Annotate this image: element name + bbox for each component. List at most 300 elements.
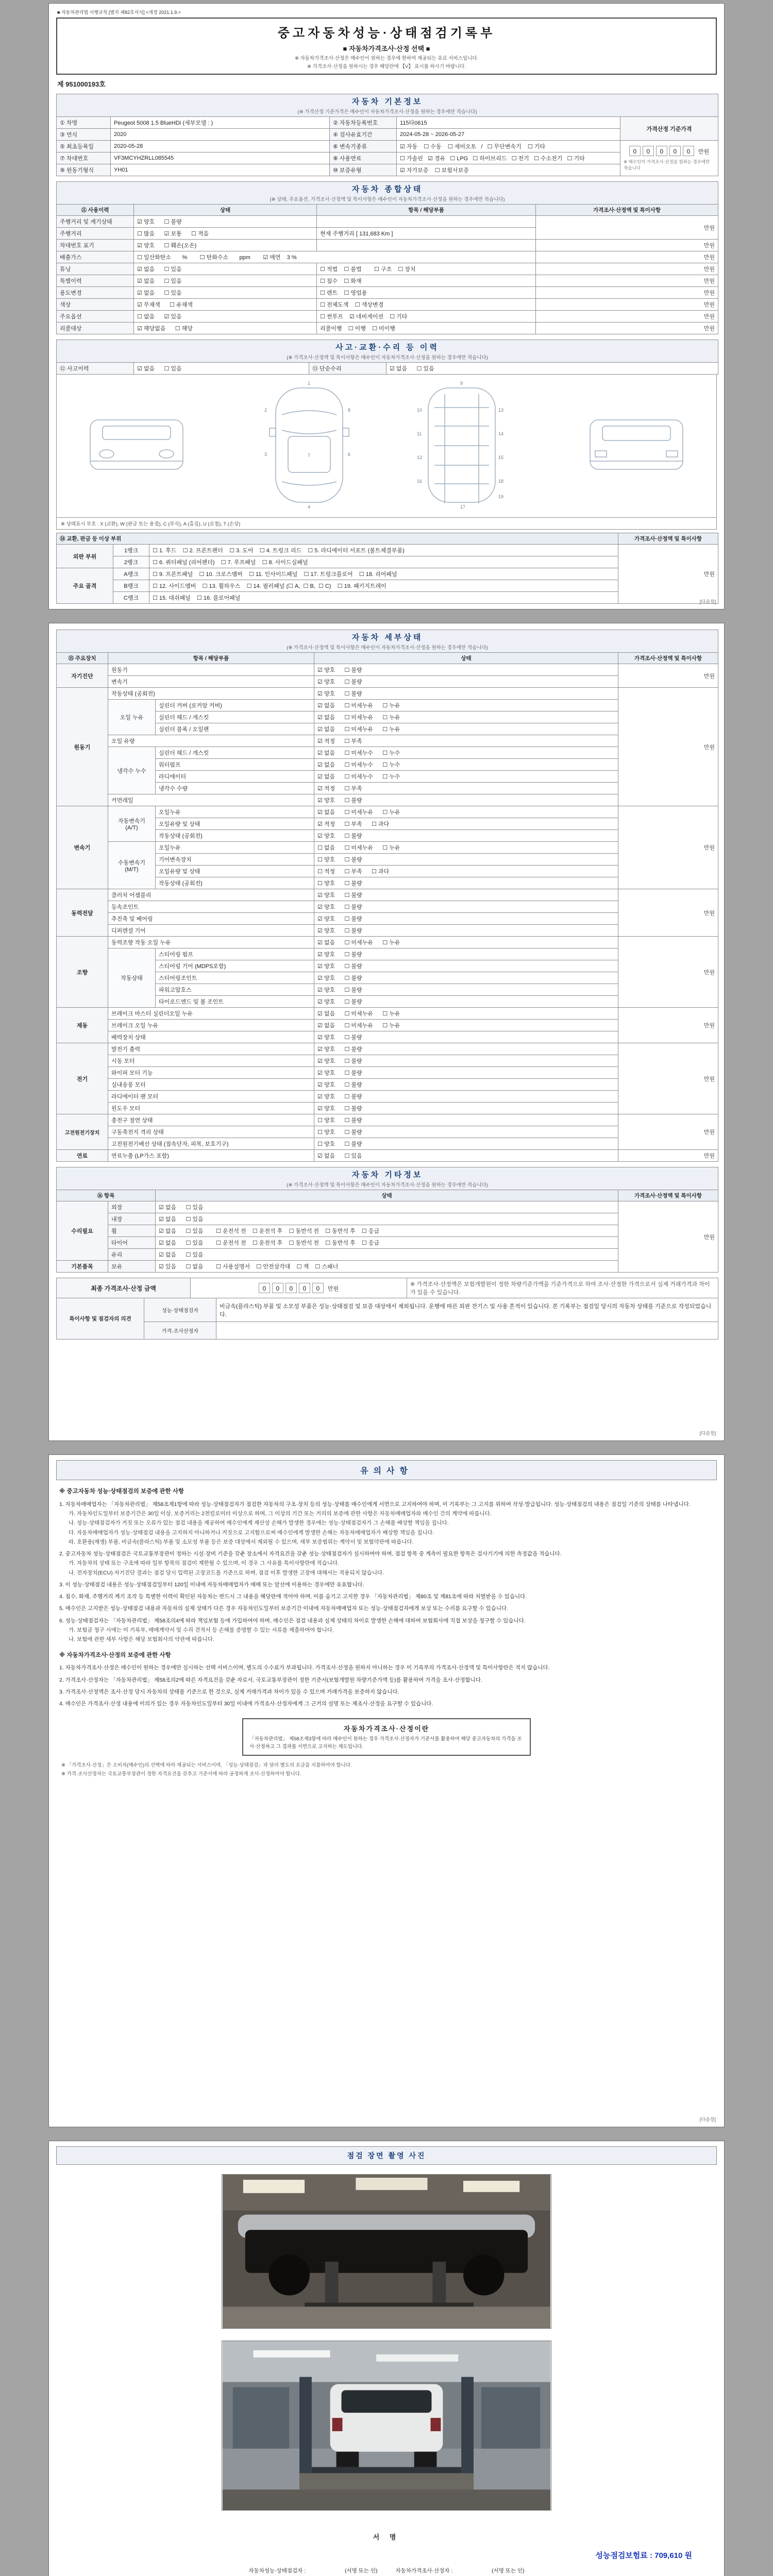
price-cell: 만원 bbox=[536, 216, 718, 240]
sub-option-checkboxes[interactable]: ☐ 렌트 ☐ 영업용 bbox=[317, 287, 536, 299]
transmission-checkboxes[interactable]: ☑ 자동 ☐ 수동 ☐ 세미오토 / ☐ 무단변속기 ☐ 기타 bbox=[397, 141, 620, 152]
row-label: 보유 bbox=[108, 1261, 156, 1273]
simple-repair-label: ⑬ 단순수리 bbox=[309, 363, 386, 375]
next-page-marker: [다음장] bbox=[699, 599, 716, 604]
definition-box-text: 「자동차관리법」 제58조제3항에 따라 매수인이 원하는 경우 가격조사·산정자가 기준서를 활용하여 해당 중고자동차의 가격을 조사·산정하고 그 결과를 서면으로 고지하는 제도입니다. bbox=[249, 1736, 522, 1750]
notice-heading: ※ 중고자동차 성능·상태점검의 보증에 관한 사항 bbox=[59, 1488, 184, 1495]
column-header: 상태 bbox=[314, 653, 618, 664]
status-checkboxes[interactable]: ☑ 없음 ☐ 미세누유 ☐ 누유 bbox=[314, 700, 618, 711]
item-label: 실내송풍 모터 bbox=[108, 1079, 314, 1091]
price-cell: 만원 bbox=[536, 240, 718, 251]
status-checkboxes[interactable]: ☐ 양호 ☐ 불량 bbox=[314, 854, 618, 866]
device-group: 원동기 bbox=[57, 688, 108, 806]
item-label: 시동 모터 bbox=[108, 1055, 314, 1067]
status-checkboxes[interactable]: ☑ 양호 ☐ 불량 bbox=[314, 1091, 618, 1103]
item-label: 발전기 출력 bbox=[108, 1043, 314, 1055]
notice-item: 5. 매수인은 고지받은 성능·상태점검 내용과 자동차의 실제 상태가 다른 경우 자동차인도일부터 보증기간 이내에 자동차매매업자 또는 성능·상태점검자에게 보상 또는 수리를 요구할 수 있습니다. bbox=[59, 1605, 509, 1612]
rankC-checkboxes[interactable]: ☐ 15. 대쉬패널 ☐ 16. 플로어패널 bbox=[149, 592, 618, 604]
vehicle-diagram-image bbox=[59, 379, 714, 511]
price-digit: 0 bbox=[312, 1283, 324, 1293]
status-checkboxes[interactable]: ☑ 없음 ☐ 있음 bbox=[314, 1150, 618, 1162]
status-checkboxes[interactable]: ☑ 양호 ☐ 불량 bbox=[314, 664, 618, 676]
section-basic-note: (※ 가격산정 기준가격은 매수인이 자동차가격조사·산정을 원하는 경우에만 적습니다) bbox=[297, 109, 477, 115]
status-checkboxes[interactable]: ☑ 양호 ☐ 불량 bbox=[314, 996, 618, 1008]
field-label: ⑥ 변속기종류 bbox=[330, 141, 397, 152]
price-unit: 만원 bbox=[327, 1286, 339, 1292]
base-price-note: ※ 매수인이 가격조사·산정을 원하는 경우에만 적습니다 bbox=[624, 159, 710, 171]
column-header: 항목 / 해당부품 bbox=[317, 205, 536, 216]
item-label: 작동상태 (공회전) bbox=[156, 877, 314, 889]
section-basic-title: 자동차 기본정보 bbox=[351, 97, 423, 106]
sub-option-checkboxes[interactable]: ☐ 적법 ☐ 불법 ☐ 구조 ☐ 장치 bbox=[317, 263, 536, 275]
column-header: 가격조사·산정액 및 특이사항 bbox=[618, 533, 718, 545]
final-price-value bbox=[191, 1278, 407, 1298]
row-label: 주요옵션 bbox=[57, 311, 134, 323]
engine-type-value: YH01 bbox=[111, 164, 330, 176]
insurance-fee-value: 709,610 원 bbox=[654, 2551, 692, 2560]
item-label: 클러치 어셈블리 bbox=[108, 889, 314, 901]
photo-2-wrap bbox=[56, 2341, 717, 2513]
status-checkboxes[interactable]: ☑ 양호 ☐ 훼손(오손) bbox=[134, 240, 317, 251]
field-label: ⑧ 사용연료 bbox=[330, 152, 397, 164]
column-header: 항목 / 해당부품 bbox=[108, 653, 314, 664]
price-digit: 0 bbox=[285, 1283, 297, 1293]
svg-text:11: 11 bbox=[417, 431, 422, 436]
final-price-label: 최종 가격조사·산정 금액 bbox=[57, 1278, 191, 1298]
document-header bbox=[56, 18, 717, 75]
opinion-group-label: 특이사항 및 점검자의 의견 bbox=[57, 1298, 144, 1340]
column-header: 상태 bbox=[156, 1190, 618, 1201]
status-checkboxes[interactable]: ☐ 없음 ☐ 미세누유 ☐ 누유 bbox=[314, 842, 618, 854]
notice-item: 6. 성능·상태점검자는 「자동차관리법」 제58조의4에 따라 책임보험 등에 가입하여야 하며, 매수인은 점검 내용과 실제 상태의 차이로 발생한 손해에 대하여 보험회사에 직접 보상을 청구할 수 있습니다. bbox=[59, 1617, 526, 1624]
price-digit: 0 bbox=[669, 146, 681, 156]
svg-text:14: 14 bbox=[498, 431, 504, 436]
row-item bbox=[317, 216, 536, 228]
notice-subitem: 나. 보험에 관한 세부 사항은 해당 보험회사의 약관에 따릅니다. bbox=[69, 1636, 214, 1643]
price-cell: 만원 bbox=[618, 889, 718, 937]
accident-history-table bbox=[56, 340, 718, 375]
status-checkboxes[interactable]: ☑ 양호 ☐ 불량 bbox=[314, 972, 618, 984]
price-cell: 만원 bbox=[618, 1043, 718, 1114]
row-label: 배출가스 bbox=[57, 251, 134, 263]
final-price-table bbox=[56, 1278, 718, 1298]
status-checkboxes[interactable]: ☑ 해당없음 ☐ 해당 bbox=[134, 323, 317, 334]
svg-text:9: 9 bbox=[460, 381, 463, 386]
item-label: 스티어링조인트 bbox=[156, 972, 314, 984]
status-checkboxes[interactable]: ☑ 무채색 ☐ 유채색 bbox=[134, 299, 317, 311]
status-checkboxes[interactable]: ☐ 없음 ☑ 있음 bbox=[134, 311, 317, 323]
notice-item: 2. 중고자동차 성능·상태점검은 국토교통부장관이 정하는 시설·장비 기준을 갖춘 장소에서 자격요건을 갖춘 성능·상태점검자가 실시하여야 하며, 점검 항목 중 계측이 필요한 항목은 검사기기에 의한 측정값을 적습니다. bbox=[59, 1551, 562, 1557]
status-checkboxes[interactable]: ☐ 많음 ☑ 보통 ☐ 적음 bbox=[134, 228, 317, 240]
device-group: 동력전달 bbox=[57, 889, 108, 937]
row-label: 리콜대상 bbox=[57, 323, 134, 334]
section-etc-title: 자동차 기타정보 bbox=[351, 1171, 423, 1179]
svg-text:19: 19 bbox=[498, 494, 504, 499]
item-label: 스티어링 기어 (MDPS포함) bbox=[156, 960, 314, 972]
notice-item: 3. 가격조사·산정액은 조사·산정 당시 자동차의 상태를 기준으로 한 것으로, 실제 거래가격과 차이가 있을 수 있으며 거래가격을 보증하지 않습니다. bbox=[59, 1688, 399, 1695]
base-price-label: 가격산정 기준가격 bbox=[620, 117, 718, 141]
item-label: 등속조인트 bbox=[108, 901, 314, 913]
sub-option-checkboxes[interactable]: 리콜이행 ☐ 이행 ☐ 미이행 bbox=[317, 323, 536, 334]
section-overall-title: 자동차 종합상태 bbox=[351, 185, 423, 194]
item-label: 냉각수 수량 bbox=[156, 783, 314, 794]
sub-group: 수동변속기 (M/T) bbox=[108, 842, 156, 889]
field-label: ⑩ 보증유형 bbox=[330, 164, 397, 176]
svg-text:18: 18 bbox=[498, 479, 504, 484]
row-label: 외장 bbox=[108, 1201, 156, 1213]
section-detail-header bbox=[57, 630, 718, 653]
definition-box-title: 자동차가격조사·산정이란 bbox=[343, 1725, 430, 1733]
price-cell: 만원 bbox=[618, 1114, 718, 1150]
device-group: 조향 bbox=[57, 937, 108, 1008]
price-cell: 만원 bbox=[618, 688, 718, 806]
fine-print: ※ 가격·조사산정자는 국토교통부장관이 정한 자격요건을 갖추고 기준서에 따라 공정하게 조사·산정하여야 합니다. bbox=[61, 1771, 301, 1777]
notice-item: 1. 자동차가격조사·산정은 매수인이 원하는 경우에만 실시하는 선택 서비스이며, 별도의 수수료가 부과됩니다. 가격조사·산정을 원하지 아니하는 경우 이 기록부의 가격조사·산정액 및 특이사항란은 적지 않습니다. bbox=[59, 1665, 550, 1671]
item-label: 오일유량 및 상태 bbox=[156, 866, 314, 877]
fuel-checkboxes[interactable]: ☐ 가솔린 ☑ 경유 ☐ LPG ☐ 하이브리드 ☐ 전기 ☐ 수소전기 ☐ 기타 bbox=[397, 152, 620, 164]
notice-subitem: 라. 호환용(재생) 부품, 비금속(플라스틱) 부품 및 소모성 부품 등은 보증 대상에서 제외될 수 있으며, 세부 보증범위는 계약서 및 보험약관에 따릅니다. bbox=[69, 1538, 414, 1545]
item-label: 작동상태 (공회전) bbox=[156, 830, 314, 842]
notice-subitem: 다. 자동차매매업자가 성능·상태점검 내용을 고지하지 아니하거나 거짓으로 고지함으로써 매수인에게 발생한 손해는 자동차매매업자가 배상할 책임을 집니다. bbox=[69, 1529, 434, 1536]
status-checkboxes[interactable]: ☑ 양호 ☐ 불량 bbox=[134, 216, 317, 228]
price-digit: 0 bbox=[259, 1283, 270, 1293]
item-label: 브레이크 오일 누유 bbox=[108, 1020, 314, 1031]
notice-item: 1. 자동차매매업자는 「자동차관리법」 제58조제1항에 따라 성능·상태점검자가 점검한 자동차의 구조·장치 등의 성능·상태를 매수인에게 서면으로 고지하여야 하며, 이 기록부는 그 고지를 위하여 작성·발급됩니다. 성능·상태점검의 내용은 점검일 기준의 상태를 나타냅니다. bbox=[59, 1501, 691, 1507]
notice-subitem: 가. 자동차의 상태 또는 구조에 따라 일부 항목의 점검이 제한될 수 있으며, 이 경우 그 사유를 특이사항란에 적습니다. bbox=[69, 1560, 339, 1567]
vehicle-name-value: Peugeot 5008 1.5 BlueHDi (세부모델 : ) bbox=[111, 117, 330, 129]
status-checkboxes[interactable]: ☑ 없음 ☐ 있음 ☐ 운전석 전 ☐ 운전석 후 ☐ 동반석 전 ☐ 동반석 후 ☐ 응급 bbox=[156, 1237, 618, 1249]
item-label: 오일누유 bbox=[156, 842, 314, 854]
item-label: 변속기 bbox=[108, 676, 314, 688]
row-label: 튜닝 bbox=[57, 263, 134, 275]
price-digit: 0 bbox=[299, 1283, 310, 1293]
status-checkboxes[interactable]: ☑ 양호 ☐ 불량 bbox=[314, 984, 618, 996]
column-header: 상태 bbox=[134, 205, 317, 216]
rank-label: B랭크 bbox=[113, 580, 149, 592]
status-checkboxes[interactable]: ☑ 없음 ☐ 있음 ☐ 운전석 전 ☐ 운전석 후 ☐ 동반석 전 ☐ 동반석 후 ☐ 응급 bbox=[156, 1225, 618, 1237]
item-label: 라디에이터 팬 모터 bbox=[108, 1091, 314, 1103]
item-label: 오일 유량 bbox=[108, 735, 314, 747]
column-header: ⑯ 항목 bbox=[57, 1190, 156, 1201]
page-3 bbox=[48, 1454, 725, 2127]
section-etc-note: (※ 가격조사·산정액 및 특이사항은 매수인이 자동차가격조사·산정을 원하는 경우에만 적습니다) bbox=[287, 1182, 488, 1188]
item-label: 구동축전지 격리 상태 bbox=[108, 1126, 314, 1138]
status-checkboxes[interactable]: ☑ 양호 ☐ 불량 bbox=[314, 901, 618, 913]
form-reference: ■ 자동차관리법 시행규칙 [별지 제82호서식] <개정 2021.1.9.> bbox=[57, 10, 181, 15]
status-checkboxes[interactable]: ☐ 양호 ☐ 불량 bbox=[314, 877, 618, 889]
field-label: ⑦ 차대번호 bbox=[57, 152, 111, 164]
field-label: ⑤ 최초등록일 bbox=[57, 141, 111, 152]
row-label: 차대번호 표기 bbox=[57, 240, 134, 251]
signature-title: 서 명 bbox=[373, 2533, 400, 2541]
status-checkboxes[interactable]: ☑ 양호 ☐ 불량 bbox=[314, 960, 618, 972]
column-header: ⑪ 사용이력 bbox=[57, 205, 134, 216]
status-checkboxes[interactable]: ☑ 없음 ☐ 미세누수 ☐ 누수 bbox=[314, 759, 618, 771]
status-checkboxes[interactable]: ☑ 양호 ☐ 불량 bbox=[314, 889, 618, 901]
status-checkboxes[interactable]: ☑ 양호 ☐ 불량 bbox=[314, 1079, 618, 1091]
notice-item: 2. 가격조사·산정자는 「자동차관리법」 제58조의2에 따른 자격요건을 갖춘 자로서, 국토교통부장관이 정한 기준서(보험개발원 차량기준가액 등)를 활용하여 가격을 조사·산정합니다. bbox=[59, 1676, 482, 1683]
status-checkboxes[interactable]: ☑ 적정 ☐ 부족 bbox=[314, 735, 618, 747]
column-header: 가격조사·산정액 및 특이사항 bbox=[618, 1190, 718, 1201]
simple-repair-checkboxes[interactable]: ☑ 없음 ☐ 있음 bbox=[386, 363, 718, 375]
sub-group: 자동변속기 (A/T) bbox=[108, 806, 156, 842]
odometer-value: 현재 주행거리 [ 131,683 Km ] bbox=[317, 228, 536, 240]
basic-info-table bbox=[56, 94, 718, 176]
svg-text:15: 15 bbox=[498, 455, 504, 460]
exchange-panel-table bbox=[56, 533, 718, 604]
price-cell: 만원 bbox=[536, 251, 718, 263]
column-header: ⑮ 주요장치 bbox=[57, 653, 108, 664]
price-cell: 만원 bbox=[618, 1008, 718, 1043]
item-label: 타이로드엔드 및 볼 조인트 bbox=[156, 996, 314, 1008]
appraiser-opinion-text bbox=[216, 1322, 718, 1340]
header-note-2: ※ 가격조사·산정을 원하시는 경우 해당란에 【V】 표시를 하시기 바랍니다. bbox=[307, 64, 466, 70]
field-label: ④ 검사유효기간 bbox=[330, 129, 397, 141]
field-label: ③ 연식 bbox=[57, 129, 111, 141]
header-note-1: ※ 자동차가격조사·산정은 매수인이 원하는 경우에 한하여 제공되는 유료 서비스입니다. bbox=[294, 56, 479, 61]
row-label: 휠 bbox=[108, 1225, 156, 1237]
rank1-checkboxes[interactable]: ☐ 1. 후드 ☐ 2. 프론트펜더 ☐ 3. 도어 ☐ 4. 트렁크 리드 ☐ 5. 라디에이터 서포트 (볼트체결부품) bbox=[149, 545, 618, 556]
item-label: 작동상태 (공회전) bbox=[108, 688, 314, 700]
status-checkboxes[interactable]: ☑ 없음 ☐ 미세누수 ☐ 누수 bbox=[314, 771, 618, 783]
item-label: 추진축 및 베어링 bbox=[108, 913, 314, 925]
section-accident-note: (※ 가격조사·산정액 및 특이사항은 매수인이 자동차가격조사·산정을 원하는 경우에만 적습니다) bbox=[287, 355, 488, 361]
status-checkboxes[interactable]: ☐ 양호 ☐ 불량 bbox=[314, 1114, 618, 1126]
field-label: ⑨ 원동기형식 bbox=[57, 164, 111, 176]
svg-text:2: 2 bbox=[264, 408, 267, 413]
row-label: 특별이력 bbox=[57, 275, 134, 287]
status-checkboxes[interactable]: ☑ 없음 ☐ 있음 bbox=[156, 1201, 618, 1213]
status-checkboxes[interactable]: ☑ 양호 ☐ 불량 bbox=[314, 948, 618, 960]
section-detail-note: (※ 가격조사·산정액 및 특이사항은 매수인이 자동차가격조사·산정을 원하는 경우에만 적습니다) bbox=[287, 645, 488, 651]
status-checkboxes[interactable]: ☑ 양호 ☐ 불량 bbox=[314, 1067, 618, 1079]
status-checkboxes[interactable]: ☑ 없음 ☐ 있음 bbox=[134, 263, 317, 275]
status-checkboxes[interactable]: ☑ 적정 ☐ 부족 ☐ 과다 bbox=[314, 818, 618, 830]
svg-text:3: 3 bbox=[264, 452, 267, 457]
row-label: 유리 bbox=[108, 1249, 156, 1261]
item-label: 워터펌프 bbox=[156, 759, 314, 771]
sub-option-checkboxes[interactable]: ☐ 전체도색 ☐ 색상변경 bbox=[317, 299, 536, 311]
price-cell: 만원 bbox=[618, 1150, 718, 1162]
insurance-fee-label: 성능점검보험료 : bbox=[595, 2551, 655, 2560]
status-checkboxes[interactable]: ☑ 양호 ☐ 불량 bbox=[314, 1103, 618, 1114]
svg-text:12: 12 bbox=[417, 455, 423, 460]
notice-subitem: 가. 보험금 청구 시에는 이 기록부, 매매계약서 및 수리 견적서 등 손해를 증명할 수 있는 서류를 제출하여야 합니다. bbox=[69, 1627, 334, 1633]
row-label: 타이어 bbox=[108, 1237, 156, 1249]
row-label: 색상 bbox=[57, 299, 134, 311]
notice-subitem: 나. 성능·상태점검자가 거짓 또는 오류가 있는 점검 내용을 제공하여 매수인에게 재산상 손해가 발생한 경우에는 성능·상태점검자가 그 손해를 배상할 책임을 집니다. bbox=[69, 1520, 449, 1527]
device-group: 고전원전기장치 bbox=[57, 1114, 108, 1150]
emission-checkboxes[interactable]: ☐ 일산화탄소 % ☐ 탄화수소 ppm ☑ 매연 3 % bbox=[134, 251, 536, 263]
vin-value: VF3MCYHZRLL085545 bbox=[111, 152, 330, 164]
item-label: 파워고압호스 bbox=[156, 984, 314, 996]
etc-info-table bbox=[56, 1167, 718, 1273]
section-overall-note: (※ 상태, 주요옵션, 가격조사·산정액 및 특이사항은 매수인이 자동차가격조사·산정을 원하는 경우에만 적습니다) bbox=[270, 197, 505, 202]
status-checkboxes[interactable]: ☑ 있음 ☐ 없음 ☐ 사용설명서 ☐ 안전삼각대 ☐ 잭 ☐ 스패너 bbox=[156, 1261, 618, 1273]
first-registration-value: 2020-05-28 bbox=[111, 141, 330, 152]
price-digit: 0 bbox=[656, 146, 667, 156]
photo-1-wrap bbox=[56, 2174, 717, 2331]
insurance-fee bbox=[81, 2550, 692, 2561]
accident-history-label: ⑫ 사고이력 bbox=[57, 363, 134, 375]
notice-item: 3. 이 성능·상태점검 내용은 성능·상태점검일부터 120일 이내에 자동차매매업자가 매매 또는 알선에 이용하는 경우에만 유효합니다. bbox=[59, 1581, 364, 1588]
field-label: ① 차명 bbox=[57, 117, 111, 129]
column-header: 가격조사·산정액 및 특이사항 bbox=[536, 205, 718, 216]
status-checkboxes[interactable]: ☑ 없음 ☐ 미세누유 ☐ 누유 bbox=[314, 1008, 618, 1020]
status-checkboxes[interactable]: ☑ 양호 ☐ 불량 bbox=[314, 913, 618, 925]
page-2 bbox=[48, 623, 725, 1441]
inspector-opinion-table bbox=[56, 1298, 718, 1340]
item-label: 오일누유 bbox=[156, 806, 314, 818]
status-checkboxes[interactable]: ☑ 양호 ☐ 불량 bbox=[314, 925, 618, 937]
section-accident-header bbox=[57, 340, 718, 363]
status-checkboxes[interactable]: ☑ 양호 ☐ 불량 bbox=[314, 688, 618, 700]
status-checkboxes[interactable]: ☑ 양호 ☐ 불량 bbox=[314, 830, 618, 842]
status-checkboxes[interactable]: ☑ 양호 ☐ 불량 bbox=[314, 794, 618, 806]
detail-condition-table bbox=[56, 630, 718, 1162]
rank-label: A랭크 bbox=[113, 568, 149, 580]
notice-subitem: 가. 자동차인도일부터 보증기간은 30일 이상, 보증거리는 2천킬로미터 이상으로 하며, 그 이상의 기간 또는 거리의 보증에 관한 사항은 자동차매매업자와 매수인 간의 계약에 따릅니다. bbox=[69, 1511, 492, 1517]
row-label: 내장 bbox=[108, 1213, 156, 1225]
page-1 bbox=[48, 3, 725, 609]
field-label: ② 자동차등록번호 bbox=[330, 117, 397, 129]
warranty-type-checkboxes[interactable]: ☑ 자가보증 ☐ 보험사보증 bbox=[397, 164, 620, 176]
next-page-marker: [다음장] bbox=[699, 2117, 716, 2122]
svg-text:6: 6 bbox=[348, 452, 351, 457]
price-unit: 만원 bbox=[698, 148, 710, 155]
rankA-checkboxes[interactable]: ☐ 9. 프론트패널 ☐ 10. 크로스멤버 ☐ 11. 인사이드패널 ☐ 17. 트렁크플로어 ☐ 18. 리어패널 bbox=[149, 568, 618, 580]
item-label: 원동기 bbox=[108, 664, 314, 676]
status-checkboxes[interactable]: ☑ 양호 ☐ 불량 bbox=[314, 1055, 618, 1067]
status-checkboxes[interactable]: ☑ 없음 ☐ 있음 bbox=[156, 1213, 618, 1225]
page-4 bbox=[48, 2141, 725, 2576]
svg-text:4: 4 bbox=[308, 504, 311, 510]
main-frame-group: 주요 골격 bbox=[57, 568, 113, 604]
document-number: 제 951000193호 bbox=[57, 80, 106, 88]
sub-group: 냉각수 누수 bbox=[108, 747, 156, 794]
svg-text:17: 17 bbox=[460, 504, 466, 510]
price-cell: 만원 bbox=[536, 263, 718, 275]
device-group: 변속기 bbox=[57, 806, 108, 889]
price-digit: 0 bbox=[683, 146, 694, 156]
device-group: 자기진단 bbox=[57, 664, 108, 688]
notice-subitem: 나. 전자장치(ECU) 자기진단 결과는 점검 당시 입력된 고장코드를 기준으로 하며, 점검 이후 발생한 고장에 대해서는 적용되지 않습니다. bbox=[69, 1569, 384, 1576]
status-checkboxes[interactable]: ☑ 양호 ☐ 불량 bbox=[314, 676, 618, 688]
fine-print: ※ 「가격조사·산정」은 소비자(매수인)의 선택에 따라 제공되는 서비스이며, 「성능·상태점검」과 달리 별도의 요금을 지불하여야 합니다. bbox=[61, 1762, 352, 1768]
sub-group: 작동상태 bbox=[108, 948, 156, 1008]
signature-section bbox=[56, 2524, 717, 2576]
notice-item: 4. 매수인은 가격조사·산정 내용에 이의가 있는 경우 자동차인도일부터 30일 이내에 가격조사·산정자에게 그 근거의 설명 또는 재조사·산정을 요구할 수 있습니다. bbox=[59, 1701, 433, 1707]
status-checkboxes[interactable]: ☐ 적정 ☐ 부족 ☐ 과다 bbox=[314, 866, 618, 877]
row-label: 주행거리 bbox=[57, 228, 134, 240]
rank2-checkboxes[interactable]: ☐ 6. 쿼터패널 (리어펜더) ☐ 7. 루프패널 ☐ 8. 사이드실패널 bbox=[149, 556, 618, 568]
status-checkboxes[interactable]: ☑ 없음 ☐ 있음 bbox=[134, 287, 317, 299]
status-checkboxes[interactable]: ☑ 양호 ☐ 불량 bbox=[314, 1031, 618, 1043]
status-checkboxes[interactable]: ☑ 없음 ☐ 미세누유 ☐ 누유 bbox=[314, 806, 618, 818]
rankB-checkboxes[interactable]: ☐ 12. 사이드멤버 ☐ 13. 휠하우스 ☐ 14. 필러패널 (☐ A, ☐ B, ☐ C) ☐ 19. 패키지트레이 bbox=[149, 580, 618, 592]
final-price-note: ※ 가격조사·산정액은 보험개발원이 정한 차량기준가액을 기준가격으로 하여 조사·산정한 가격으로서 실제 거래가격과 차이가 있을 수 있습니다. bbox=[407, 1278, 718, 1298]
item-label: 충전구 절연 상태 bbox=[108, 1114, 314, 1126]
status-checkboxes[interactable]: ☑ 없음 ☐ 미세누수 ☐ 누수 bbox=[314, 747, 618, 759]
item-label: 스티어링 펌프 bbox=[156, 948, 314, 960]
base-price-value bbox=[620, 141, 718, 176]
price-cell: 만원 bbox=[536, 287, 718, 299]
price-cell: 만원 bbox=[536, 275, 718, 287]
status-checkboxes[interactable]: ☐ 양호 ☐ 불량 bbox=[314, 1126, 618, 1138]
status-checkboxes[interactable]: ☑ 없음 ☐ 있음 bbox=[156, 1249, 618, 1261]
status-checkboxes[interactable]: ☐ 양호 ☐ 불량 bbox=[314, 1138, 618, 1150]
signature-line[interactable]: 자동차성능·상태점검자 : (서명 또는 인) 자동차가격조사·산정자 : (서명 또는 인) bbox=[248, 2568, 525, 2574]
appraiser-role-label: 가격·조사산정자 bbox=[144, 1322, 216, 1340]
item-label: 배력장치 상태 bbox=[108, 1031, 314, 1043]
status-checkboxes[interactable]: ☑ 없음 ☐ 미세누유 ☐ 누유 bbox=[314, 937, 618, 948]
status-checkboxes[interactable]: ☑ 없음 ☐ 미세누유 ☐ 누유 bbox=[314, 723, 618, 735]
item-label: 동력조향 작동 오일 누유 bbox=[108, 937, 314, 948]
item-label: 라디에이터 bbox=[156, 771, 314, 783]
price-cell: 만원 bbox=[536, 311, 718, 323]
svg-text:13: 13 bbox=[498, 408, 504, 413]
price-cell: 만원 bbox=[618, 1201, 718, 1273]
row-item bbox=[317, 240, 536, 251]
accident-history-checkboxes[interactable]: ☑ 없음 ☐ 있음 bbox=[134, 363, 309, 375]
row-label: 용도변경 bbox=[57, 287, 134, 299]
price-cell: 만원 bbox=[536, 323, 718, 334]
item-label: 오일유량 및 상태 bbox=[156, 818, 314, 830]
rank-label: 1랭크 bbox=[113, 545, 149, 556]
price-cell: 만원 bbox=[618, 545, 718, 604]
status-checkboxes[interactable]: ☑ 없음 ☐ 미세누유 ☐ 누유 bbox=[314, 1020, 618, 1031]
item-label: 기어변속장치 bbox=[156, 854, 314, 866]
sub-option-checkboxes[interactable]: ☐ 썬루프 ☑ 네비게이션 ☐ 기타 bbox=[317, 311, 536, 323]
next-page-marker: [다음장] bbox=[699, 1431, 716, 1436]
item-label: 브레이크 마스터 실린더오일 누유 bbox=[108, 1008, 314, 1020]
item-label: 커먼레일 bbox=[108, 794, 314, 806]
outer-panel-group: 외판 부위 bbox=[57, 545, 113, 568]
overall-condition-table bbox=[56, 181, 718, 334]
status-checkboxes[interactable]: ☑ 양호 ☐ 불량 bbox=[314, 1043, 618, 1055]
status-checkboxes[interactable]: ☑ 없음 ☐ 있음 bbox=[134, 275, 317, 287]
document-title: 중고자동차성능·상태점검기록부 bbox=[277, 26, 496, 40]
rank-label: C랭크 bbox=[113, 592, 149, 604]
item-label: 실린더 헤드 / 개스킷 bbox=[156, 747, 314, 759]
status-checkboxes[interactable]: ☑ 없음 ☐ 미세누유 ☐ 누유 bbox=[314, 711, 618, 723]
sub-group: 오일 누유 bbox=[108, 700, 156, 735]
section-accident-title: 사고·교환·수리 등 이력 bbox=[335, 343, 439, 352]
svg-text:8: 8 bbox=[348, 408, 351, 413]
price-digit: 0 bbox=[629, 146, 641, 156]
inspector-opinion-text: 비금속(플라스틱) 부품 및 소모성 부품은 성능·상태점검 및 보증 대상에서 제외됩니다. 운행에 따른 외판 잔기스 및 사용 흔적이 있습니다. 본 기록부는 점검일 당시의 자동차 상태를 기준으로 작성되었습니다. bbox=[216, 1298, 718, 1322]
notice-title: 유의사항 bbox=[56, 1460, 717, 1480]
column-header: 가격조사·산정액 및 특이사항 bbox=[618, 653, 718, 664]
row-label: 주행거리 및 계기상태 bbox=[57, 216, 134, 228]
sub-option-checkboxes[interactable]: ☐ 침수 ☐ 화재 bbox=[317, 275, 536, 287]
rank-label: 2랭크 bbox=[113, 556, 149, 568]
item-label: 실린더 헤드 / 개스킷 bbox=[156, 711, 314, 723]
definition-box bbox=[242, 1718, 531, 1756]
basic-items-group: 기본품목 bbox=[57, 1261, 108, 1273]
status-checkboxes[interactable]: ☑ 적정 ☐ 부족 bbox=[314, 783, 618, 794]
section-etc-header bbox=[57, 1167, 718, 1190]
item-label: 와이퍼 모터 기능 bbox=[108, 1067, 314, 1079]
item-label: 디퍼렌셜 기어 bbox=[108, 925, 314, 937]
inspection-photo-rear bbox=[222, 2341, 551, 2511]
price-cell: 만원 bbox=[618, 937, 718, 1008]
item-label: 연료누출 (LP가스 포함) bbox=[108, 1150, 314, 1162]
notice-item: 4. 침수, 화재, 주행거리 계기 조작 등 특별한 이력이 확인된 자동차는 반드시 그 내용을 해당란에 적어야 하며, 이를 숨기고 고지한 경우 「자동차관리법」 제80조 및 제81조에 따라 처벌받을 수 있습니다. bbox=[59, 1594, 527, 1600]
document-subtitle: ■ 자동차가격조사·산정 선택 ■ bbox=[343, 45, 430, 53]
item-label: 고전원전기배선 상태 (접속단자, 피복, 보호기구) bbox=[108, 1138, 314, 1150]
item-label: 실린더 블록 / 오일팬 bbox=[156, 723, 314, 735]
